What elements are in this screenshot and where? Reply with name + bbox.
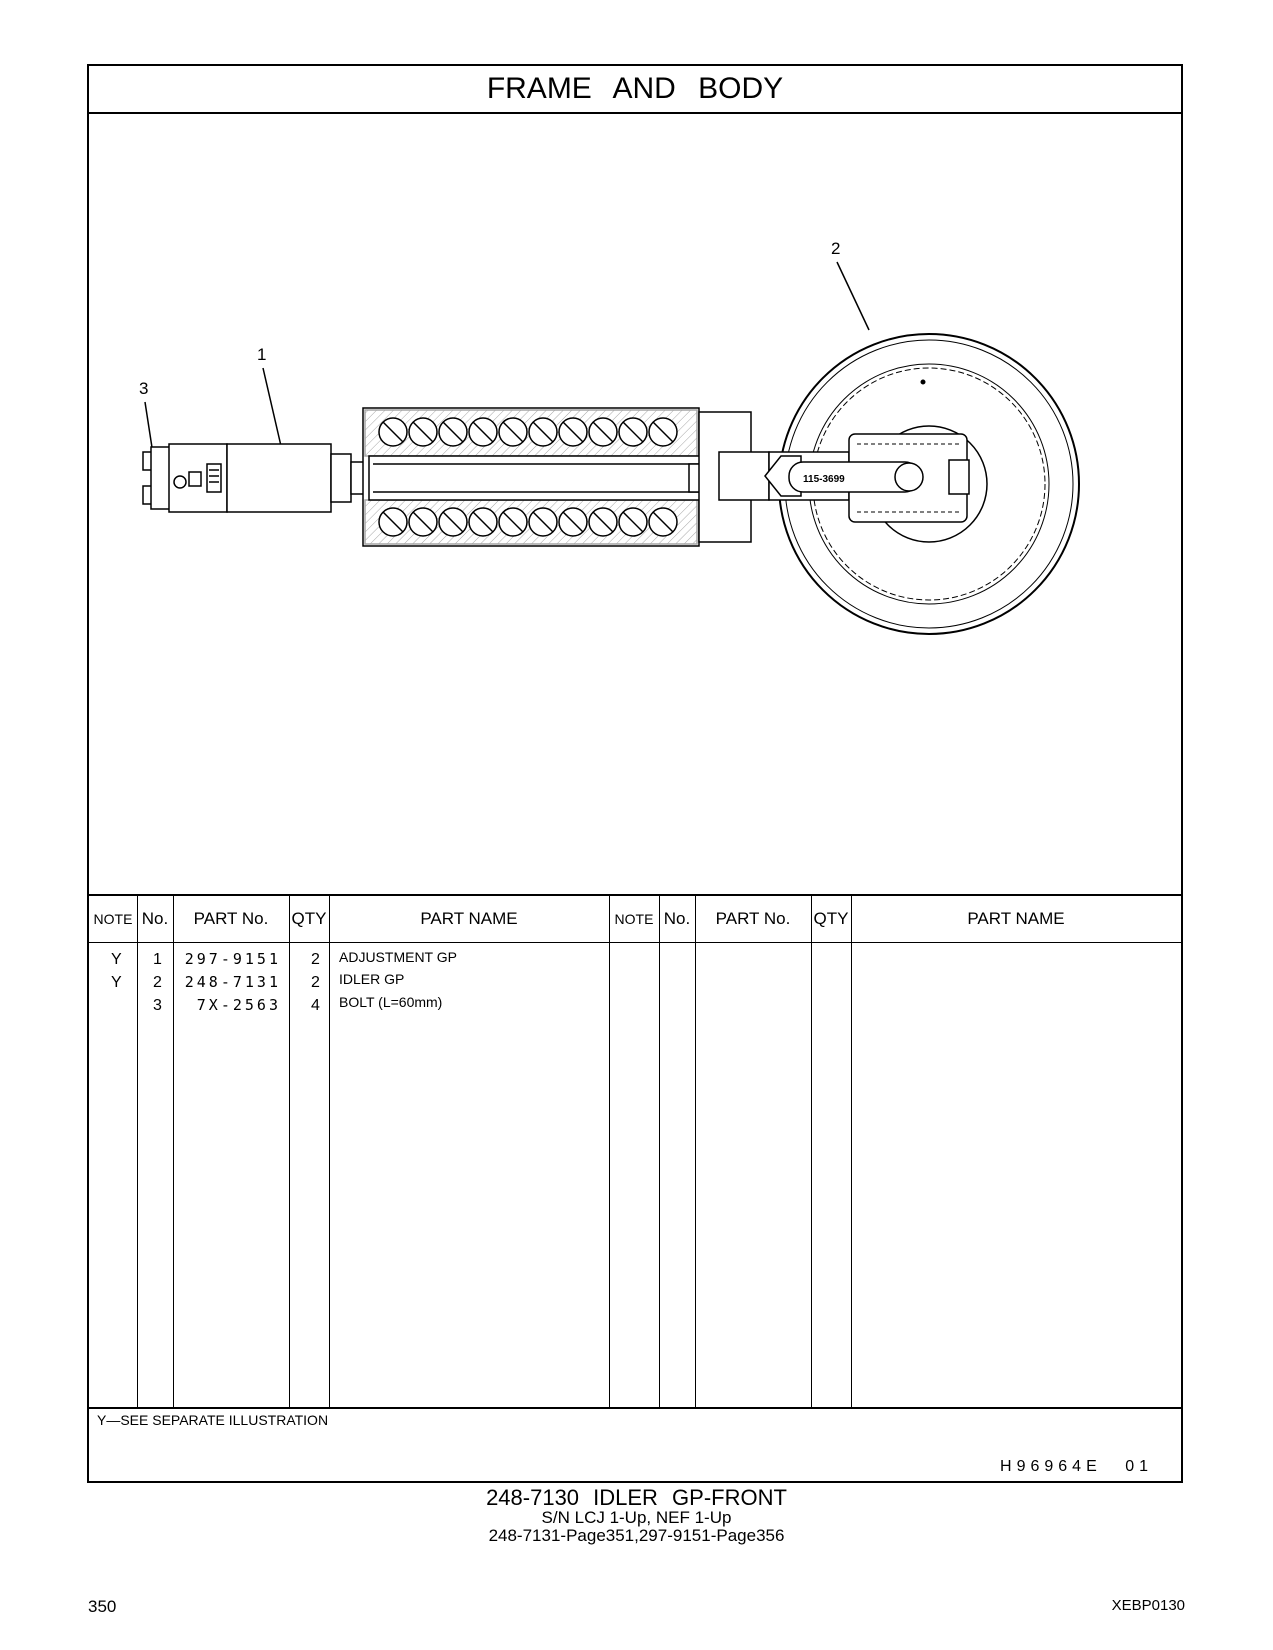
callout-1-label: 1 bbox=[257, 345, 267, 364]
row-3-part-no: 7X-2563 bbox=[196, 996, 281, 1014]
row-3-qty: 4 bbox=[311, 997, 320, 1014]
header-no: No. bbox=[141, 909, 169, 928]
parts-page-frame bbox=[87, 64, 1183, 1483]
header-qty-right: QTY bbox=[813, 909, 849, 928]
page-number: 350 bbox=[88, 1597, 117, 1616]
parts-table bbox=[89, 894, 1181, 1409]
document-id: XEBP0130 bbox=[1111, 1597, 1185, 1614]
header-no-right: No. bbox=[663, 909, 691, 928]
row-3-no: 3 bbox=[153, 997, 162, 1014]
caption-serial: S/N LCJ 1-Up, NEF 1-Up bbox=[541, 1508, 732, 1528]
header-note: NOTE bbox=[93, 911, 133, 927]
header-qty: QTY bbox=[291, 909, 327, 928]
callout-3 bbox=[139, 379, 153, 454]
caption-references: 248-7131-Page351,297-9151-Page356 bbox=[488, 1525, 785, 1545]
part-stamp-label: 115-3699 bbox=[803, 474, 845, 485]
row-1-part-no: 297-9151 bbox=[184, 950, 281, 968]
illustration-id: H96964E 01 bbox=[1000, 1458, 1153, 1475]
caption-group-title: 248-7130 IDLER GP-FRONT bbox=[486, 1485, 787, 1510]
row-2-no: 2 bbox=[153, 974, 162, 991]
footnote: Y—SEE SEPARATE ILLUSTRATION bbox=[97, 1412, 329, 1428]
page-title: FRAME AND BODY bbox=[89, 66, 1181, 114]
row-1-qty: 2 bbox=[311, 951, 320, 968]
idler-group bbox=[765, 334, 1079, 634]
row-2-qty: 2 bbox=[311, 974, 320, 991]
header-part-no: PART No. bbox=[193, 909, 269, 928]
header-part-no-right: PART No. bbox=[715, 909, 791, 928]
row-1-no: 1 bbox=[153, 951, 162, 968]
row-1-note: Y bbox=[111, 951, 122, 968]
row-2-name: IDLER GP bbox=[339, 971, 405, 987]
recoil-spring-housing bbox=[363, 408, 769, 546]
callout-1 bbox=[257, 345, 281, 446]
exploded-view-drawing bbox=[89, 112, 1181, 894]
callout-2 bbox=[831, 239, 869, 330]
callout-3-label: 3 bbox=[139, 379, 149, 398]
row-1-name: ADJUSTMENT GP bbox=[339, 949, 457, 965]
row-2-part-no: 248-7131 bbox=[184, 973, 281, 991]
header-part-name: PART NAME bbox=[420, 909, 518, 928]
row-2-note: Y bbox=[111, 974, 122, 991]
header-note-right: NOTE bbox=[614, 911, 654, 927]
idler-assembly-illustration bbox=[89, 112, 1181, 894]
adjustment-group bbox=[143, 444, 365, 512]
page-caption bbox=[0, 1486, 1273, 1545]
header-part-name-right: PART NAME bbox=[967, 909, 1065, 928]
row-3-name: BOLT (L=60mm) bbox=[339, 994, 443, 1010]
callout-2-label: 2 bbox=[831, 239, 841, 258]
